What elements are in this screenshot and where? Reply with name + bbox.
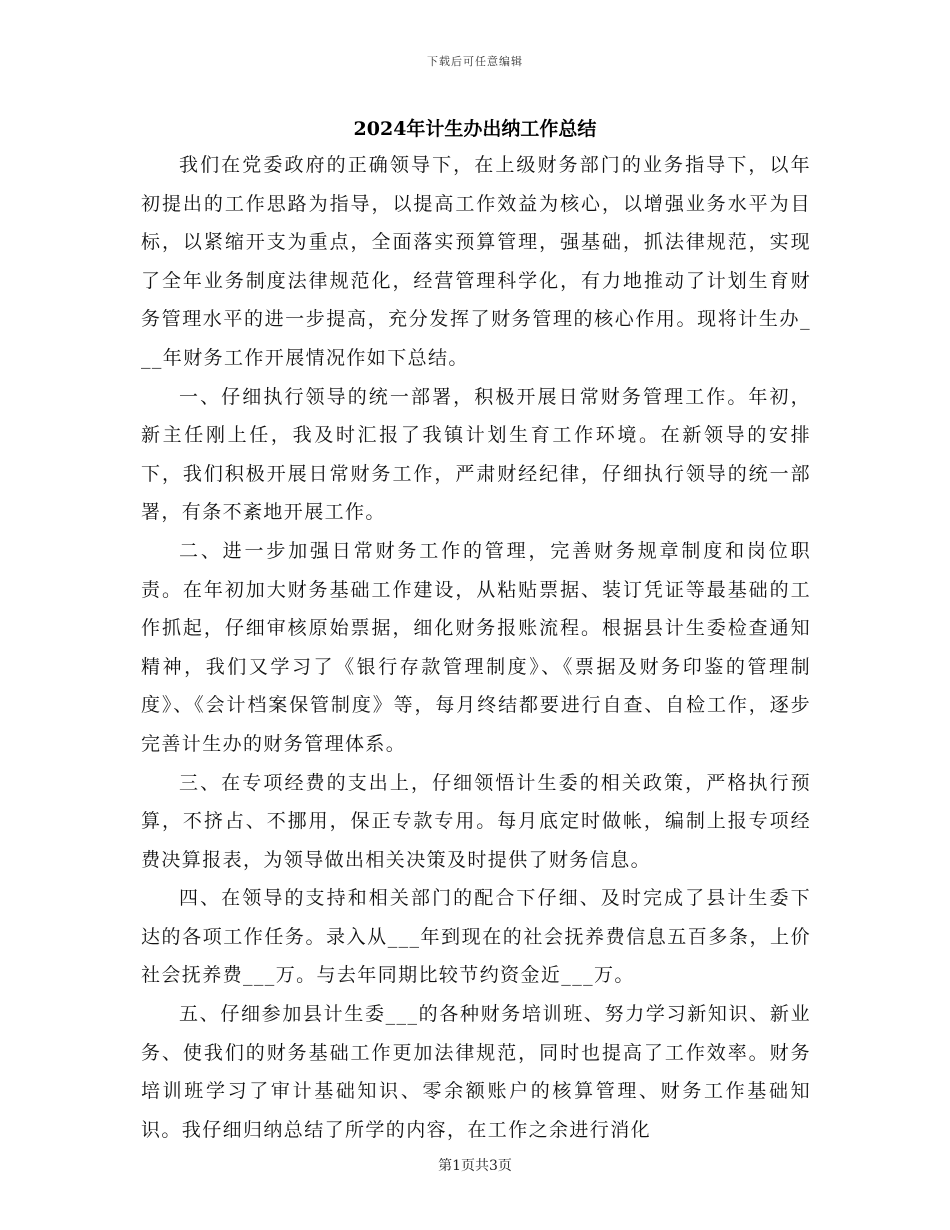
paragraph-section-3: 三、在专项经费的支出上，仔细领悟计生委的相关政策，严格执行预算，不挤占、不挪用，保正专款专用。每月底定时做帐，编制上报专项经费决算报表，为领导做出相关决策及时提供了财务信息。 [141, 771, 811, 871]
paragraph-section-2: 二、进一步加强日常财务工作的管理，完善财务规章制度和岗位职责。在年初加大财务基础工作建设，从粘贴票据、装订凭证等最基础的工作抓起，仔细审核原始票据，细化财务报账流程。根据县计生委检查通知精神，我们又学习了《银行存款管理制度》、《票据及财务印鉴的管理制度》、《会计档案保管制度》等，每月终结都要进行自查、自检工作，逐步完善计生办的财务管理体系。 [141, 539, 811, 755]
document-title: 2024年计生办出纳工作总结 [353, 118, 597, 140]
header-note: 下载后可任意编辑 [427, 55, 523, 68]
paragraph-intro: 我们在党委政府的正确领导下，在上级财务部门的业务指导下，以年初提出的工作思路为指导，以提高工作效益为核心，以增强业务水平为目标，以紧缩开支为重点，全面落实预算管理，强基础，抓法律规范，实现了全年业务制度法律规范化，经营管理科学化，有力地推动了计划生育财务管理水平的进一步提高，充分发挥了财务管理的核心作用。现将计生办___年财务工作开展情况作如下总结。 [141, 154, 811, 369]
paragraph-section-5: 五、仔细参加县计生委___的各种财务培训班、努力学习新知识、新业务、使我们的财务基础工作更加法律规范，同时也提高了工作效率。财务培训班学习了审计基础知识、零余额账户的核算管理、财务工作基础知识。我仔细归纳总结了所学的内容，在工作之余进行消化 [141, 1003, 811, 1141]
document-body [141, 146, 811, 1149]
paragraph-section-1: 一、仔细执行领导的统一部署，积极开展日常财务管理工作。年初，新主任刚上任，我及时汇报了我镇计划生育工作环境。在新领导的安排下，我们积极开展日常财务工作，严肃财经纪律，仔细执行领导的统一部署，有条不紊地开展工作。 [141, 385, 811, 524]
paragraph-section-4: 四、在领导的支持和相关部门的配合下仔细、及时完成了县计生委下达的各项工作任务。录入从___年到现在的社会抚养费信息五百多条，上价社会抚养费___万。与去年同期比较节约资金近___万。 [141, 887, 811, 987]
page-number: 第1页共3页 [438, 1158, 512, 1174]
